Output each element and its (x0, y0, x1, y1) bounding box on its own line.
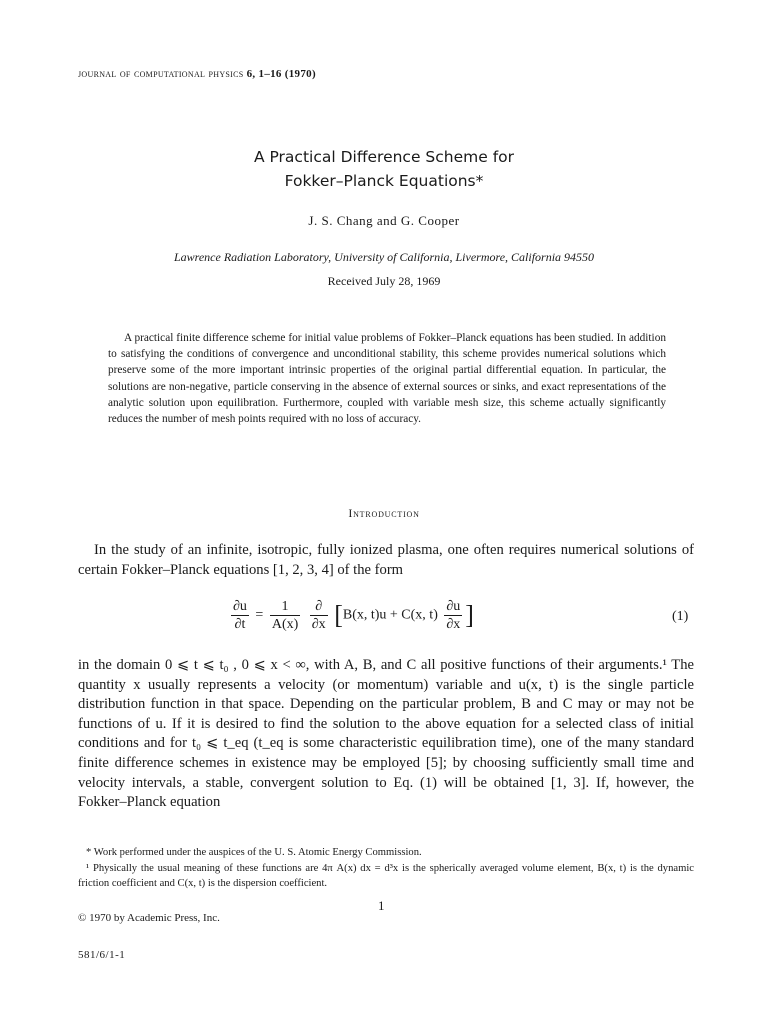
journal-pages-year: 1–16 (1970) (258, 68, 316, 80)
eq-lhs-fraction (231, 598, 249, 633)
section-heading: Introduction (348, 506, 420, 520)
authors: J. S. Chang and G. Cooper (308, 213, 460, 228)
footnote-star: * Work performed under the auspices of the U. S. Atomic Energy Commission. (86, 847, 422, 858)
page-number: 1 (378, 898, 385, 913)
eq-lhs-den: ∂t (234, 617, 246, 632)
eq-fraction-2 (310, 598, 328, 633)
reference-code: 581/6/1-1 (78, 949, 126, 961)
eq-f1-num: 1 (270, 598, 300, 616)
eq-f3-num: ∂u (446, 599, 461, 614)
eq-left-bracket: [ (334, 600, 343, 630)
footnote-one: ¹ Physically the usual meaning of these functions are 4π A(x) dx = d³x is the spherically averaged volume element, B(x, t) is the dynamic friction coefficient and C(x, t) is the dispersion coefficient. (78, 863, 694, 889)
received-date: Received July 28, 1969 (327, 274, 441, 288)
equation-number: (1) (672, 609, 689, 624)
affiliation: Lawrence Radiation Laboratory, University of California, Livermore, California 94550 (173, 250, 595, 264)
journal-volume: 6, (246, 68, 256, 80)
eq-equals: = (255, 607, 264, 623)
journal-header (78, 66, 316, 81)
eq-right-bracket: ] (465, 600, 474, 630)
eq-f2-num: ∂ (310, 598, 328, 616)
eq-f3-den: ∂x (446, 617, 461, 632)
journal-name: journal of computational physics (78, 66, 244, 80)
eq-term-1: B(x, t)u + C(x, t) (342, 607, 438, 623)
eq-fraction-3 (444, 598, 462, 633)
eq-fraction-1 (270, 598, 300, 633)
eq-f2-den: ∂x (311, 617, 326, 632)
body-paragraph: in the domain 0 ⩽ t ⩽ t₀ , 0 ⩽ x < ∞, with A, B, and C all positive functions of their arguments.¹ The quantity x usually represents a velocity (or momentum) variable and u(x, t) is the single particle distribution function in that space. Depending on the particular problem, B and C may or may not be functions of u. If it is desired to find the solution to the above equation for a selected class of initial conditions and for t₀ ⩽ t_eq (t_eq is some characteristic equilibration time), one of the many standard finite difference schemes in existence may be employed [5]; by choosing sufficiently small time and velocity intervals, a stable, convergent solution to Eq. (1) will be obtained [1, 3]. If, however, the Fokker–Planck equation (78, 657, 694, 811)
title-line-1: A Practical Difference Scheme for (253, 148, 515, 166)
eq-f1-den: A(x) (271, 617, 299, 632)
abstract: A practical finite difference scheme for initial value problems of Fokker–Planck equations has been studied. In addition to satisfying the conditions of convergence and unconditional stability, this scheme provides numerical solutions which preserve some of the more important intrinsic properties of the original partial differential equation. In particular, the solutions are non-negative, particle conserving in the absence of external sources or sinks, and exact representations of the analytic solution upon equilibration. Furthermore, coupled with variable mesh size, this scheme actually significantly reduces the number of mesh points required with no loss of accuracy. (108, 332, 666, 426)
title-line-2: Fokker–Planck Equations* (284, 172, 484, 190)
eq-lhs-num: ∂u (233, 599, 247, 614)
intro-paragraph: In the study of an infinite, isotropic, fully ionized plasma, one often requires numerical solutions of certain Fokker–Planck equations [1, 2, 3, 4] of the form (78, 542, 694, 578)
copyright: © 1970 by Academic Press, Inc. (78, 912, 220, 924)
equation-1 (228, 598, 474, 633)
